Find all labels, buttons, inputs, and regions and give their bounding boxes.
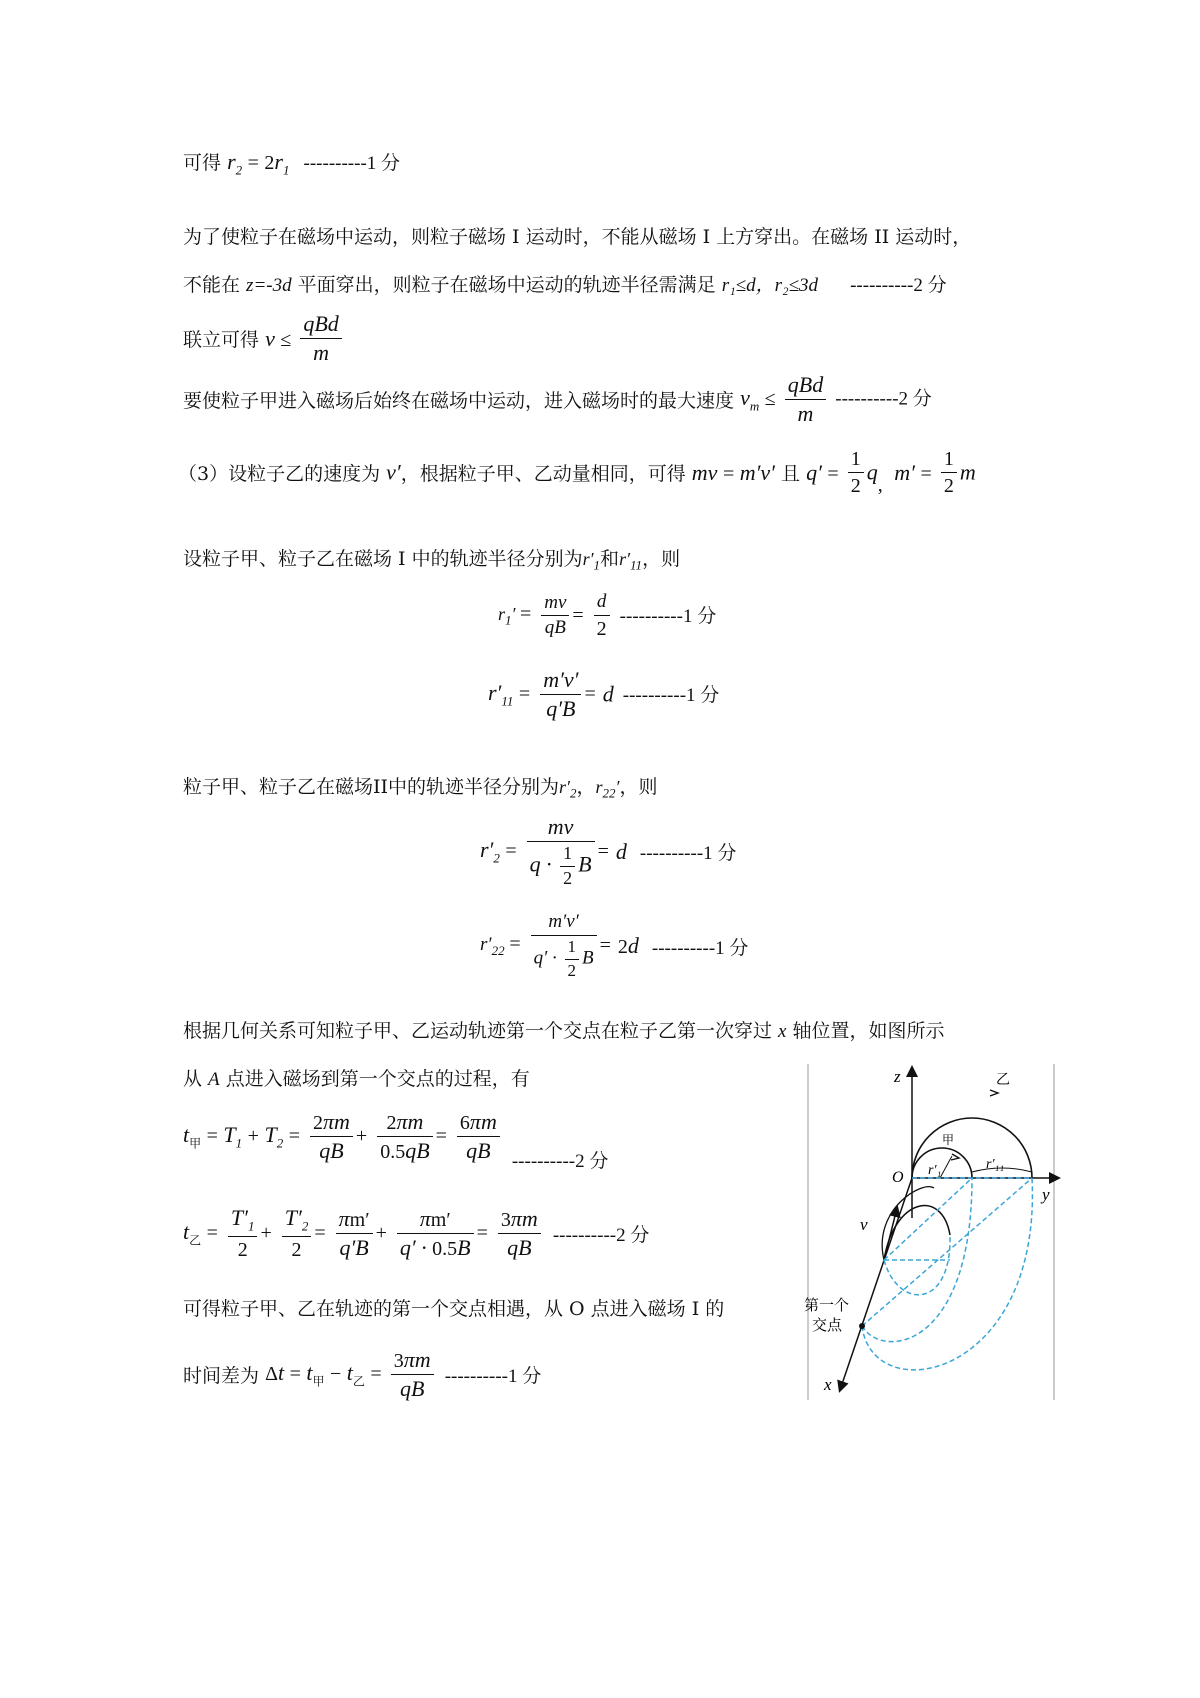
v-prime: v′	[386, 459, 401, 485]
text: 点进入磁场到第一个交点的过程，有	[219, 1068, 530, 1090]
meeting-label-1: 第一个	[804, 1296, 850, 1314]
formula-r2: $r_2 = 2r_1$	[227, 149, 290, 178]
lhs: $r'_{22}$ =	[480, 933, 521, 959]
score: ----------1 分	[444, 1366, 542, 1388]
symbol-r11p: $r'_{11}$	[619, 549, 643, 573]
plus: +	[260, 1221, 272, 1244]
fraction-half: $\frac{1}{2}$	[941, 448, 957, 497]
line-condition-1	[183, 222, 971, 249]
formula-m-prime: m′ =	[888, 459, 932, 485]
v-label: v	[860, 1215, 868, 1234]
equation-t-yi	[183, 1206, 649, 1261]
equation-r1-prime	[498, 592, 716, 640]
formula-q-prime: q′ =	[806, 459, 839, 485]
equation-r2-prime	[480, 815, 736, 889]
line-radii-I	[183, 544, 680, 574]
score: ----------2 分	[511, 1150, 609, 1172]
symbol-A: A	[208, 1069, 220, 1090]
line-r2-eq	[183, 148, 400, 178]
score: ----------1 分	[651, 937, 749, 959]
r1-label: r′₁	[928, 1163, 942, 1178]
line-time-diff	[183, 1348, 541, 1401]
text: ，根据粒子甲、乙动量相同，可得	[400, 463, 686, 485]
symbol-m: m	[959, 459, 976, 485]
fraction-3pim-qB: $\frac{3\pi m}{qB}$	[391, 1348, 434, 1401]
symbol-r22p: $r_{22}'$	[595, 777, 620, 801]
jia-arc-arrow	[951, 1154, 959, 1160]
text: 设粒子甲、粒子乙在磁场 I 中的轨迹半径分别为	[183, 548, 583, 570]
symbol-q: q	[866, 459, 878, 485]
fraction-3pim-qB: $\frac{3\pi m}{qB}$	[498, 1207, 541, 1260]
fraction-2pim-05qB: $\frac{2\pi m}{0.5qB}$	[377, 1110, 432, 1163]
fraction-T2p-2: $\frac{T'_2}{2}$	[282, 1206, 312, 1261]
formula-v-le: v ≤	[265, 325, 292, 351]
plus: +	[375, 1221, 387, 1244]
text: 为了使粒子在磁场中运动，则粒子磁场 I 运动时，不能从磁场 I 上方穿出。在磁场 II 运动时，	[183, 226, 972, 248]
text: 时间差为	[183, 1365, 260, 1388]
jia-label: 甲	[942, 1133, 955, 1147]
eq-sign: =	[597, 840, 609, 863]
formula-vm-le: $v_m$ ≤	[740, 384, 776, 414]
line-geometry	[183, 1016, 945, 1043]
fraction-half: $\frac{1}{2}$	[848, 448, 864, 497]
text: （3）设粒子乙的速度为	[178, 463, 387, 485]
trajectory-diagram	[802, 1060, 1062, 1400]
eq-sign: =	[572, 604, 584, 627]
lhs: $t_甲 = T_1 + T_2$ =	[183, 1121, 300, 1151]
fraction-d-2: $\frac{d}{2}$	[594, 592, 610, 640]
text: 联立可得	[183, 329, 260, 352]
fraction-qBd-m: $\frac{\text{qBd}}{m}$	[785, 373, 826, 426]
eq-sign: =	[435, 1125, 447, 1148]
meeting-label-2: 交点	[812, 1316, 843, 1334]
yi-label: 乙	[996, 1072, 1010, 1088]
yi-arc-arrow	[990, 1090, 998, 1096]
fraction-mv-halfqB: mv q · $\frac{1}{2}$ B	[527, 815, 595, 889]
lhs: $r'_{11}$ =	[488, 679, 531, 709]
text: 轴位置，如图所示	[786, 1020, 945, 1042]
text: 从	[183, 1068, 209, 1090]
symbol-r2p: $r'_2$	[559, 777, 577, 801]
fraction-qBd-m: $\frac{\text{qBd}}{m}$	[300, 312, 341, 365]
radius-condition: r₁≤d，r₂≤3d	[721, 275, 819, 296]
equation-r22-prime	[480, 912, 748, 980]
score: ----------1 分	[619, 605, 717, 627]
meeting-point	[859, 1323, 865, 1329]
text: 粒子甲、粒子乙在磁场II中的轨迹半径分别为	[183, 776, 560, 798]
line-v-bound	[183, 312, 345, 365]
origin-label: O	[892, 1169, 904, 1186]
score: ----------1 分	[303, 153, 401, 174]
r11-label: r′₁₁	[986, 1157, 1005, 1172]
fraction-mvp-qpB: $\frac{m'v'}{q'B}$	[540, 668, 581, 721]
formula-momentum: mv = m′v′	[691, 459, 775, 485]
line-part3	[178, 448, 976, 497]
equation-r11-prime	[488, 668, 719, 721]
dashed-loop-small	[884, 1235, 950, 1295]
score: ----------1 分	[622, 684, 720, 706]
symbol-r1p: $r'_1$	[582, 549, 601, 573]
text: 可得	[183, 152, 222, 174]
text: ，则	[619, 776, 658, 798]
x-axis	[840, 1178, 912, 1390]
text: 可得粒子甲、乙在轨迹的第一个交点相遇，从 O 点进入磁场 I 的	[183, 1298, 725, 1320]
score: ----------2 分	[552, 1224, 650, 1246]
lhs: $t_乙$ =	[183, 1218, 218, 1248]
text: 不能在	[183, 274, 247, 296]
rhs: d	[602, 681, 614, 707]
y-label: y	[1042, 1185, 1050, 1204]
eq-sign: =	[314, 1221, 326, 1244]
line-from-A	[183, 1064, 530, 1091]
eq-sign: =	[599, 934, 611, 957]
score: ----------1 分	[639, 843, 737, 865]
dashed-diag-1	[884, 1178, 972, 1260]
text: 且	[781, 463, 801, 485]
lhs: $r_1'$ =	[498, 603, 532, 628]
line-vmax	[183, 373, 932, 426]
fraction-T1p-2: $\frac{T'_1}{2}$	[228, 1206, 258, 1261]
equation-t-jia	[183, 1110, 608, 1173]
text: 根据几何关系可知粒子甲、乙运动轨迹第一个交点在粒子乙第一次穿过	[183, 1020, 779, 1042]
fraction-mv-qB: $\frac{mv}{qB}$	[541, 593, 569, 640]
fraction-2pim-qB: $\frac{2\pi m}{qB}$	[310, 1110, 353, 1163]
z-value: z=-3d	[246, 275, 292, 296]
eq-sign: =	[476, 1221, 488, 1244]
z-label: z	[894, 1067, 901, 1086]
text: 和	[600, 548, 620, 570]
score: ----------2 分	[835, 388, 932, 410]
comma: ,	[877, 474, 883, 496]
formula-delta-t: $\Delta t = t_甲 - t_乙$ =	[265, 1359, 382, 1389]
text: ，则	[642, 548, 681, 570]
score: ----------2 分	[850, 275, 947, 296]
line-condition-2	[183, 270, 947, 297]
line-meet	[183, 1294, 724, 1321]
rhs: d	[615, 838, 627, 864]
rhs: 2d	[617, 933, 639, 959]
fraction-6pim-qB: $\frac{6\pi m}{qB}$	[457, 1110, 500, 1163]
text: 要使粒子甲进入磁场后始终在磁场中运动，进入磁场时的最大速度	[183, 390, 735, 413]
dashed-trajectories	[862, 1178, 1032, 1370]
x-label: x	[824, 1375, 832, 1394]
r1-radius-line	[940, 1156, 952, 1178]
eq-sign: =	[584, 683, 596, 706]
text: 平面穿出，则粒子在磁场中运动的轨迹半径需满足	[291, 274, 722, 296]
symbol-x: x	[778, 1021, 787, 1042]
plus: +	[355, 1125, 368, 1148]
fraction-pimp-qpB: $\frac{\pi m'}{q'B}$	[336, 1207, 373, 1260]
jia-entry-arc	[882, 1187, 934, 1260]
fraction-pimp-qp05B: $\frac{\pi m'}{q' \cdot 0.5B}$	[397, 1207, 474, 1260]
dashed-loop-large	[862, 1178, 1032, 1370]
lhs: $r'_2$ =	[480, 837, 517, 866]
fraction-mvp-halfqpB: m′v′ q′ · $\frac{1}{2}$ B	[531, 912, 597, 980]
line-radii-II: 粒子甲、粒子乙在磁场II中的轨迹半径分别为$r'_2$，$r_{22}'$，则	[183, 776, 658, 801]
